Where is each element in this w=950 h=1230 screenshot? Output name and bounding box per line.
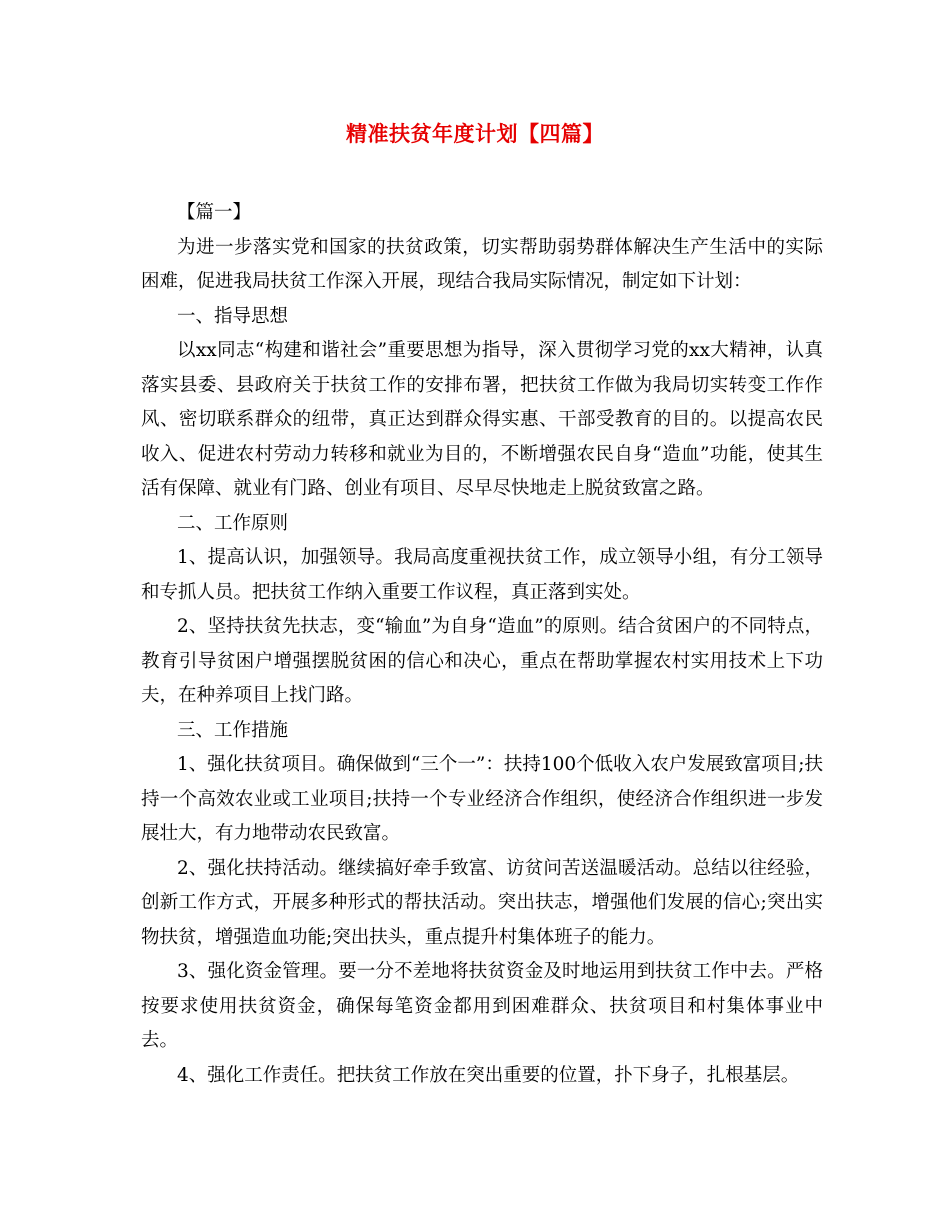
paragraph: 2、坚持扶贫先扶志，变“输血”为自身“造血”的原则。结合贫困户的不同特点，教育引导贫困户增强摆脱贫困的信心和决心，重点在帮助掌握农村实用技术上下功夫，在种养项目上找门路。: [141, 616, 823, 706]
paragraph: 4、强化工作责任。把扶贫工作放在突出重要的位置，扑下身子，扎根基层。: [177, 1064, 800, 1086]
section-heading: 一、指导思想: [177, 305, 289, 327]
document-body: [141, 196, 823, 1093]
paragraph: 以xx同志“构建和谐社会”重要思想为指导，深入贯彻学习党的xx大精神，认真落实县委、县政府关于扶贫工作的安排布署，把扶贫工作做为我局切实转变工作作风、密切联系群众的纽带，真正达到群众得实惠、干部受教育的目的。以提高农民收入、促进农村劳动力转移和就业为目的，不断增强农民自身“造血”功能，使其生活有保障、就业有门路、创业有项目、尽早尽快地走上脱贫致富之路。: [141, 340, 823, 499]
paragraph: 1、提高认识，加强领导。我局高度重视扶贫工作，成立领导小组，有分工领导和专抓人员。把扶贫工作纳入重要工作议程，真正落到实处。: [141, 547, 823, 603]
section-heading: 三、工作措施: [177, 719, 289, 741]
paragraph: 3、强化资金管理。要一分不差地将扶贫资金及时地运用到扶贫工作中去。严格按要求使用扶贫资金，确保每笔资金都用到困难群众、扶贫项目和村集体事业中去。: [141, 961, 823, 1051]
paragraph: 为进一步落实党和国家的扶贫政策，切实帮助弱势群体解决生产生活中的实际困难，促进我局扶贫工作深入开展，现结合我局实际情况，制定如下计划：: [141, 236, 823, 292]
section-label: 【篇一】: [177, 202, 252, 223]
section-heading: 二、工作原则: [177, 512, 289, 534]
paragraph: 1、强化扶贫项目。确保做到“三个一”：扶持100个低收入农户发展致富项目;扶持一个高效农业或工业项目;扶持一个专业经济合作组织，使经济合作组织进一步发展壮大，有力地带动农民致富。: [141, 754, 823, 844]
document-title: 精准扶贫年度计划【四篇】: [346, 121, 604, 146]
paragraph: 2、强化扶持活动。继续搞好牵手致富、访贫问苦送温暖活动。总结以往经验，创新工作方式，开展多种形式的帮扶活动。突出扶志，增强他们发展的信心;突出实物扶贫，增强造血功能;突出扶头，重点提升村集体班子的能力。: [141, 857, 823, 948]
